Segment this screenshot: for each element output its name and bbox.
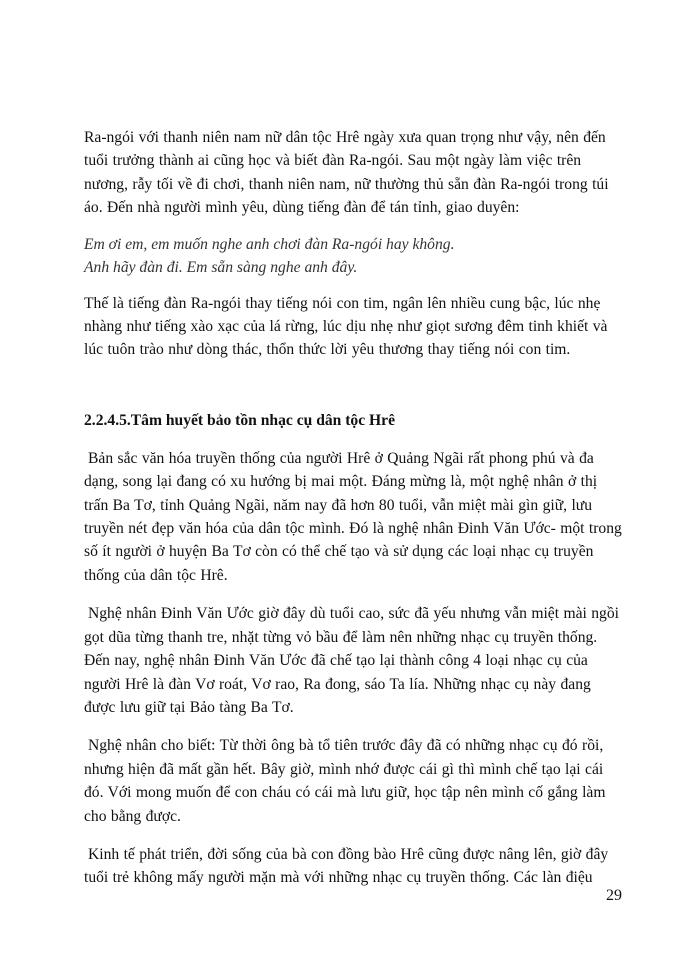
section-heading: 2.2.4.5.Tâm huyết bảo tồn nhạc cụ dân tộc Hrê xyxy=(84,411,396,429)
paragraph-3: Bản sắc văn hóa truyền thống của người Hrê ở Quảng Ngãi rất phong phú và đa dạng, song lại đang có xu hướng bị mai một. Đáng mừng là, một nghệ nhân ở thị trấn Ba Tơ, tỉnh Quảng Ngãi, năm nay đã hơn 80 tuổi, vẫn miệt mài gìn giữ, lưu truyền nét đẹp văn hóa của dân tộc mình. Đó là nghệ nhân Đinh Văn Ước- một trong số ít người ở huyện Ba Tơ còn có thể chế tạo và sử dụng các loại nhạc cụ truyền thống của dân tộc Hrê. xyxy=(84,449,622,584)
page-number: 29 xyxy=(606,887,622,904)
quote-line-2: Anh hãy đàn đi. Em sẵn sàng nghe anh đây. xyxy=(84,258,358,276)
intro-paragraph: Ra-ngói với thanh niên nam nữ dân tộc Hrê ngày xưa quan trọng như vậy, nên đến tuổi trưởng thành ai cũng học và biết đàn Ra-ngói. Sau một ngày làm việc trên nương, rẫy tối về đi chơi, thanh niên nam, nữ thường thủ sẵn đàn Ra-ngói trong túi áo. Đến nhà người mình yêu, dùng tiếng đàn để tán tỉnh, giao duyên: xyxy=(84,129,609,217)
paragraph-6: Kinh tế phát triển, đời sống của bà con đồng bào Hrê cũng được nâng lên, giờ đây tuổi trẻ không mấy người mặn mà với những nhạc cụ truyền thống. Các làn điệu xyxy=(84,845,609,887)
page-body xyxy=(84,126,624,890)
paragraph-5: Nghệ nhân cho biết: Từ thời ông bà tổ tiên trước đây đã có những nhạc cụ đó rồi, nhưng hiện đã mất gần hết. Bây giờ, mình nhớ được cái gì thì mình chế tạo lại cái đó. Với mong muốn để con cháu có cái mà lưu giữ, học tập nên mình cố gắng làm cho bằng được. xyxy=(84,737,606,825)
paragraph-4: Nghệ nhân Đinh Văn Ước giờ đây dù tuổi cao, sức đã yếu nhưng vẫn miệt mài ngồi gọt dũa từng thanh tre, nhặt từng vỏ bầu để làm nên những nhạc cụ truyền thống. Đến nay, nghệ nhân Đinh Văn Ước đã chế tạo lại thành công 4 loại nhạc cụ của người Hrê là đàn Vơ roát, Vơ rao, Ra đong, sáo Ta lía. Những nhạc cụ này đang được lưu giữ tại Bảo tàng Ba Tơ. xyxy=(84,605,619,716)
quote-line-1: Em ơi em, em muốn nghe anh chơi đàn Ra-ngói hay không. xyxy=(84,235,455,253)
paragraph-2: Thế là tiếng đàn Ra-ngói thay tiếng nói con tim, ngân lên nhiều cung bậc, lúc nhẹ nhàng như tiếng xào xạc của lá rừng, lúc dịu nhẹ như giọt sương đêm tinh khiết và lúc tuôn trào như dòng thác, thổn thức lời yêu thương thay tiếng nói con tim. xyxy=(84,294,608,359)
